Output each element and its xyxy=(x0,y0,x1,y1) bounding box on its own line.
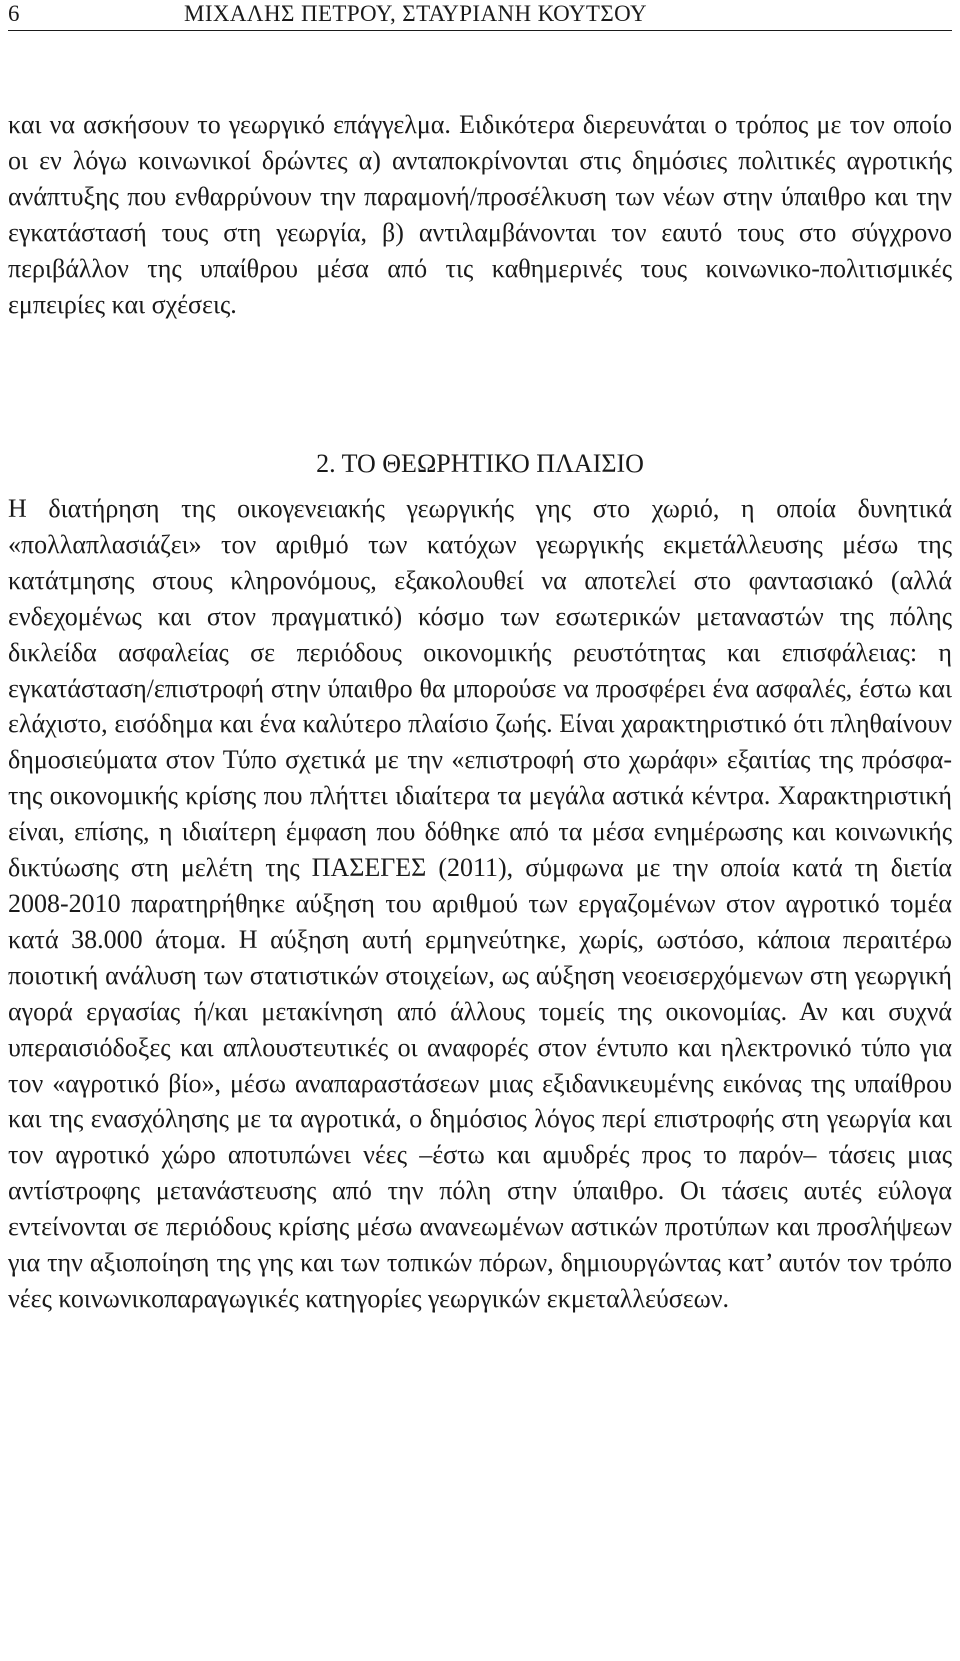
header-authors: ΜΙΧΑΛΗΣ ΠΕΤΡΟΥ, ΣΤΑΥΡΙΑΝΗ ΚΟΥΤΣΟΥ xyxy=(184,1,648,26)
running-header xyxy=(8,0,952,31)
section-heading: 2. ΤΟ ΘΕΩΡΗΤΙΚΟ ΠΛΑΙΣΙΟ xyxy=(316,449,644,478)
page-number: 6 xyxy=(8,1,20,26)
body-paragraph-2: Η διατήρηση της οικογενειακής γεωργικής γης στο χωριό, η οποία δυνητικά «πολλαπλασιάζει» τον αριθμό των κατόχων γεωργικής εκμετάλλευσης μέσω της κατάτμησης στους κληρονόμους, εξακολουθεί να αποτελεί στο φαντασιακό (αλλά ενδεχομένως και στον πραγματικό) κόσμο των εσωτερικών μεταναστών της πόλης δικλείδα ασφαλείας σε περιόδους οικονομικής ρευστότητας και επισφάλειας: η εγκατάσταση/επιστροφή στην ύπαιθρο θα μπορούσε να προσφέρει ένα ασφαλές, έστω και ελάχιστο, εισόδημα και ένα καλύτερο πλαίσιο ζωής. Είναι χαρακτηριστικό ότι πληθαίνουν δημοσιεύματα στον Τύπο σχετικά με την «επιστροφή στο χωράφι» εξαιτίας της πρόσφατης οικονομικής κρίσης που πλήττει ιδιαίτερα τα μεγάλα αστικά κέντρα. Χαρακτηριστική είναι, επίσης, η ιδιαίτερη έμφαση που δόθηκε από τα μέσα ενημέρωσης και κοινωνικής δικτύωσης στη μελέτη της ΠΑΣΕΓΕΣ (2011), σύμφωνα με την οποία κατά τη διετία 2008-2010 παρατηρήθηκε αύξηση του αριθμού των εργαζομένων στον αγροτικό τομέα κατά 38.000 άτομα. Η αύξηση αυτή ερμηνεύτηκε, χωρίς, ωστόσο, κάποια περαιτέρω ποιοτική ανάλυση των στατιστικών στοιχείων, ως αύξηση νεοεισερχόμενων στη γεωργική αγορά εργασίας ή/και μετακίνηση από άλλους τομείς της οικονομίας. Αν και συχνά υπεραισιόδοξες και απλουστευτικές οι αναφορές στον έντυπο και ηλεκτρονικό τύπο για τον «αγροτικό βίο», μέσω αναπαραστάσεων μιας εξιδανικευμένης εικόνας της υπαίθρου και της ενασχόλησης με τα αγροτικά, ο δημόσιος λόγος περί επιστροφής στη γεωργία και τον αγροτικό χώρο αποτυπώνει νέες –έστω και αμυδρές προς το παρόν– τάσεις μιας αντίστροφης μετανάστευσης από την πόλη στην ύπαιθρο. Οι τάσεις αυτές εύλογα εντείνονται σε περιόδους κρίσης μέσω ανανεωμένων αστικών προτύπων και προσλήψεων για την αξιοποίηση της γης και των τοπικών πόρων, δημιουργώντας κατ’ αυτόν τον τρόπο νέες κοινωνικοπαραγωγικές κατηγορίες γεωργικών εκμεταλλεύσεων. xyxy=(8,494,952,1313)
body-paragraph-1: και να ασκήσουν το γεωργικό επάγγελμα. Ειδικότερα διερευνάται ο τρόπος με τον οποίο οι εν λόγω κοινωνικοί δρώντες α) ανταποκρίνονται στις δημόσιες πολιτικές αγροτικής ανάπτυξης που ενθαρρύνουν την παραμονή/προσέλκυση των νέων στην ύπαιθρο και την εγκατάστασή τους στη γεωργία, β) αντιλαμβάνονται τον εαυτό τους στο σύγχρονο περιβάλλον της υπαίθρου μέσα από τις καθημερινές τους κοινωνικο-πολιτισμικές εμπειρίες και σχέσεις. xyxy=(8,110,952,319)
